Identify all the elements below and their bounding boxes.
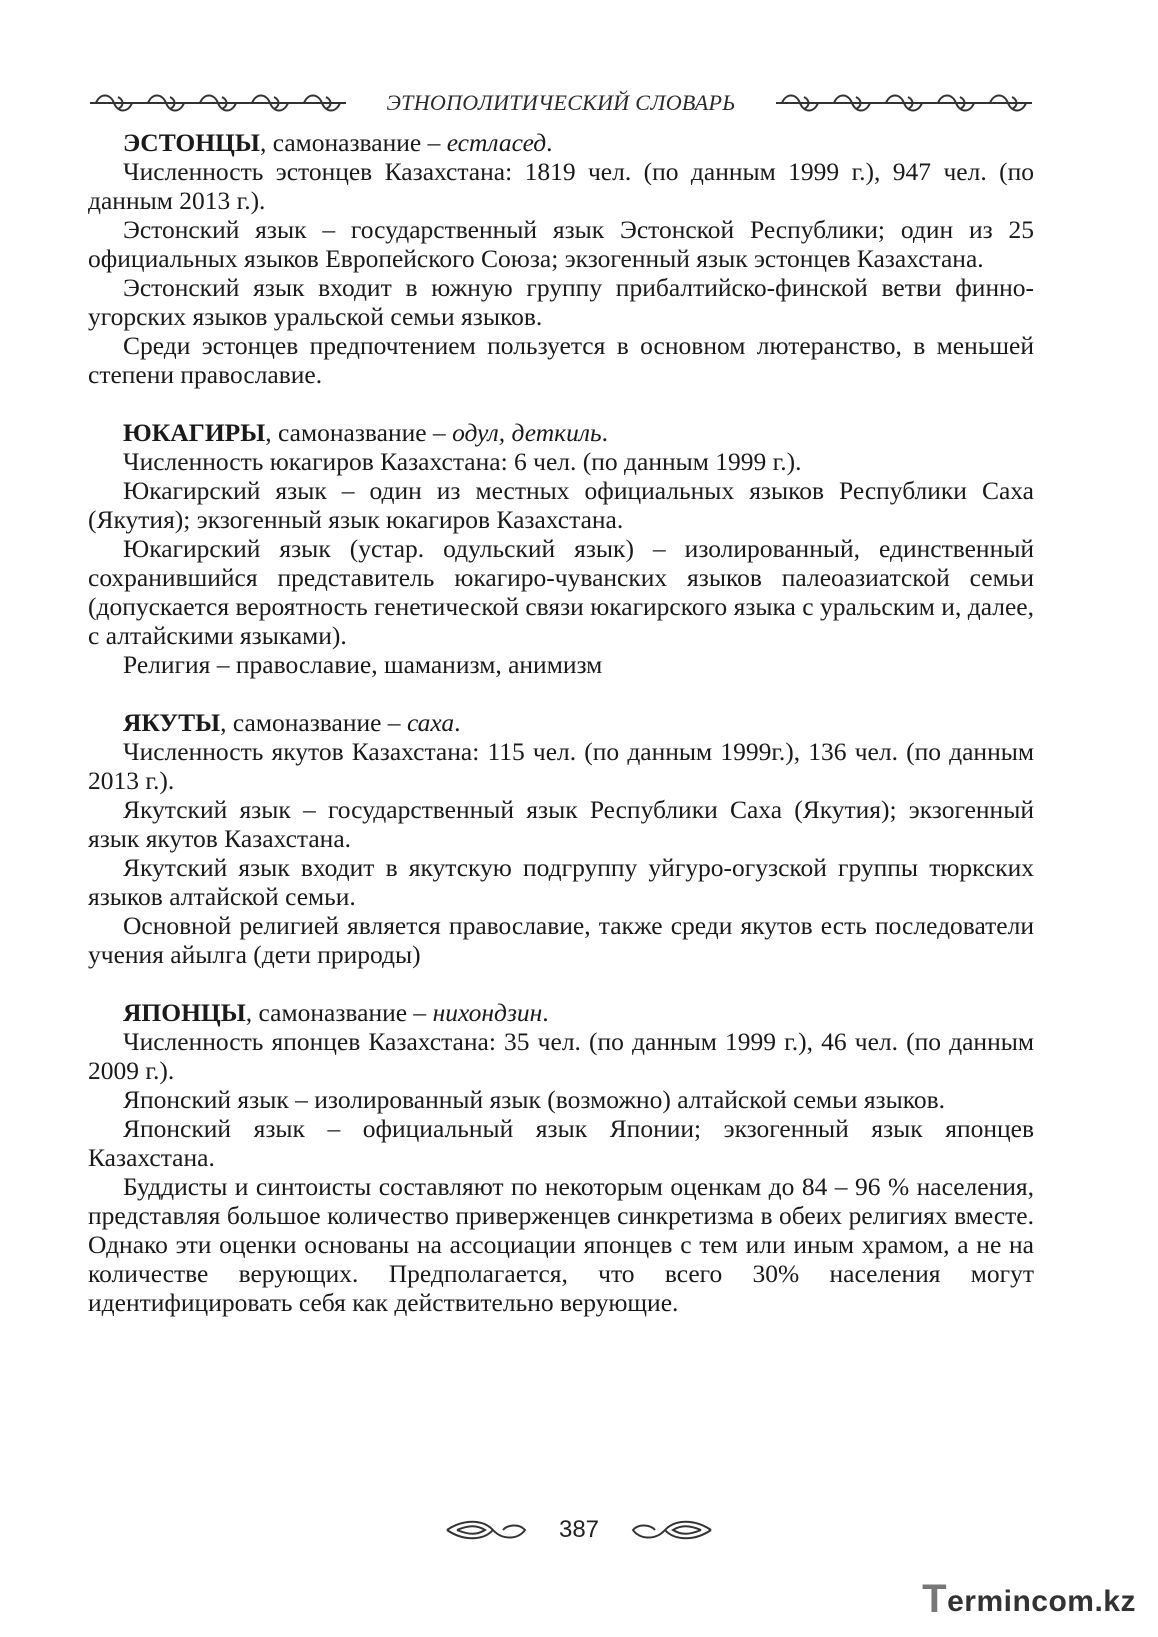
entry-paragraph: Эстонский язык – государственный язык Эстонской Республики; один из 25 официальных языков Европейского Союза; экзогенный язык эстонцев Казахстана.: [88, 215, 1034, 273]
entry-intro: , самоназвание –: [245, 998, 433, 1027]
entry-yukaghirs: [88, 418, 1034, 679]
dictionary-content: [88, 128, 1034, 1346]
entry-paragraph: Численность якутов Казахстана: 115 чел. (по данным 1999г.), 136 чел. (по данным 2013 г.).: [88, 737, 1034, 795]
entry-intro: , самоназвание –: [259, 128, 447, 157]
entry-japanese: [88, 998, 1034, 1317]
entry-term: ЯКУТЫ: [123, 708, 221, 737]
entry-term: ЮКАГИРЫ: [123, 418, 266, 447]
entry-term: ЭСТОНЦЫ: [123, 128, 260, 157]
entry-term: ЯПОНЦЫ: [123, 998, 246, 1027]
entry-paragraph: Якутский язык входит в якутскую подгруппу уйгуро-огузской группы тюркских языков алтайской семьи.: [88, 853, 1034, 911]
entry-selfname: естласед: [446, 128, 547, 157]
entry-paragraph: Основной религией является православие, также среди якутов есть последователи учения айылга (дети природы): [88, 911, 1034, 969]
entry-paragraph: Якутский язык – государственный язык Республики Саха (Якутия); экзогенный язык якутов Казахстана.: [88, 795, 1034, 853]
entry-end: .: [546, 128, 553, 157]
entry-heading: [88, 418, 1034, 447]
running-title: ЭТНОПОЛИТИЧЕСКИЙ СЛОВАРЬ: [386, 90, 736, 115]
entry-end: .: [454, 708, 461, 737]
entry-end: .: [601, 418, 608, 447]
entry-paragraph: Буддисты и синтоисты составляют по некоторым оценкам до 84 – 96 % населения, представляя большое количество приверженцев синкретизма в обеих религиях вместе. Однако эти оценки основаны на ассоциации японцев с тем или иным храмом, а не на количестве верующих. Предполагается, что всего 30% населения могут идентифицировать себя как действительно верующие.: [88, 1172, 1034, 1317]
entry-end: .: [542, 998, 549, 1027]
entry-intro: , самоназвание –: [265, 418, 453, 447]
entry-paragraph: Японский язык – официальный язык Японии; экзогенный язык японцев Казахстана.: [88, 1114, 1034, 1172]
entry-heading: [88, 998, 1034, 1027]
site-watermark: [922, 1579, 1136, 1619]
entry-paragraph: Численность японцев Казахстана: 35 чел. (по данным 1999 г.), 46 чел. (по данным 2009 г.).: [88, 1027, 1034, 1085]
watermark-initial: T: [922, 1577, 948, 1621]
swirl-left-icon: [443, 1517, 529, 1543]
entry-heading: [88, 708, 1034, 737]
ornament-left-icon: [88, 92, 348, 114]
entry-estonians: [88, 128, 1034, 389]
entry-selfname: саха: [406, 708, 455, 737]
swirl-right-icon: [629, 1517, 715, 1543]
entry-intro: , самоназвание –: [220, 708, 407, 737]
entry-selfname: нихондзин: [432, 998, 543, 1027]
entry-paragraph: Юкагирский язык (устар. одульский язык) – изолированный, единственный сохранившийся представитель юкагиро-чуванских языков палеоазиатской семьи (допускается вероятность генетической связи юкагирского языка с уральским и, далее, с алтайскими языками).: [88, 534, 1034, 650]
entry-paragraph: Среди эстонцев предпочтением пользуется в основном лютеранство, в меньшей степени православие.: [88, 331, 1034, 389]
entry-yakuts: [88, 708, 1034, 969]
watermark-text: ermincom.kz: [947, 1585, 1136, 1618]
entry-paragraph: Численность эстонцев Казахстана: 1819 чел. (по данным 1999 г.), 947 чел. (по данным 2013 г.).: [88, 157, 1034, 215]
entry-paragraph: Численность юкагиров Казахстана: 6 чел. (по данным 1999 г.).: [123, 447, 802, 476]
page-number: 387: [558, 1516, 600, 1543]
entry-paragraph: Эстонский язык входит в южную группу прибалтийско-финской ветви финно-угорских языков уральской семьи языков.: [88, 273, 1034, 331]
entry-paragraph: Юкагирский язык – один из местных официальных языков Республики Саха (Якутия); экзогенный язык юкагиров Казахстана.: [88, 476, 1034, 534]
entry-paragraph: Религия – православие, шаманизм, анимизм: [123, 650, 603, 679]
entry-selfname: одул, деткиль: [452, 418, 602, 447]
ornament-right-icon: [774, 92, 1034, 114]
page-header: [88, 86, 1034, 120]
entry-paragraph: Японский язык – изолированный язык (возможно) алтайской семьи языков.: [123, 1085, 946, 1114]
page-footer: [0, 1512, 1158, 1548]
entry-heading: [88, 128, 1034, 157]
